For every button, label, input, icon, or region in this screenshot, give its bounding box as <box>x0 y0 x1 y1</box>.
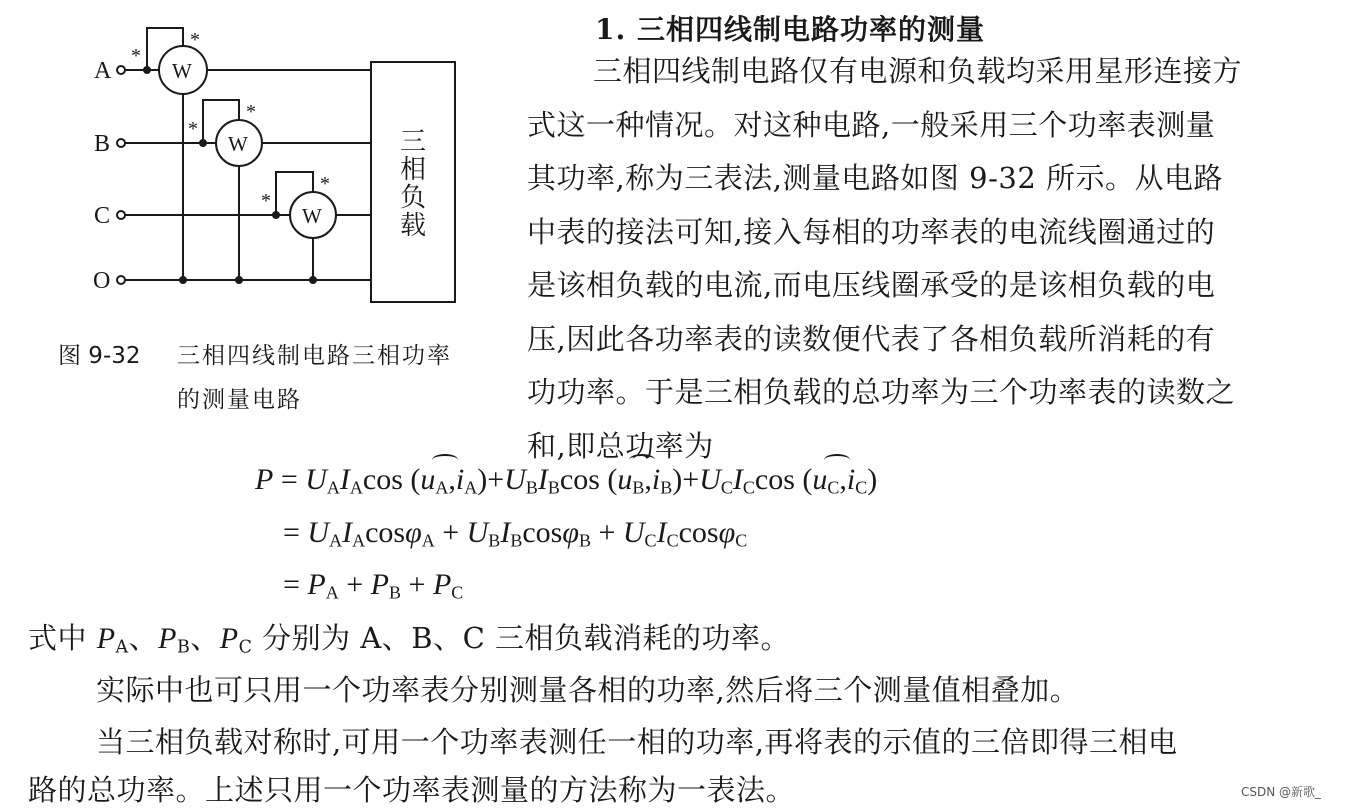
star-mark: * <box>188 118 198 140</box>
terminal-o <box>117 276 125 284</box>
junction-dot <box>179 276 187 284</box>
terminal-b <box>117 139 125 147</box>
section-title: 1. 三相四线制电路功率的测量 <box>595 13 985 46</box>
star-mark: * <box>320 173 330 195</box>
text-line: 功功率。于是三相负载的总功率为三个功率表的读数之 <box>527 375 1236 409</box>
figure-caption-line1: 三相四线制电路三相功率 <box>177 343 452 369</box>
star-mark: * <box>246 101 256 123</box>
equation-line-3: = $P_A + P_B + P_C$ <box>283 568 464 603</box>
terminal-a <box>117 66 125 74</box>
intro-paragraph <box>527 45 1242 473</box>
body-line-2: 实际中也可只用一个功率表分别测量各相的功率,然后将三个测量值相叠加。 <box>96 673 1080 707</box>
figure-caption-line2: 的测量电路 <box>177 387 302 413</box>
junction-dot <box>272 211 280 219</box>
terminal-label-b: B <box>94 131 111 157</box>
junction-dot <box>143 66 151 74</box>
terminal-label-o: O <box>93 268 111 294</box>
circuit-diagram <box>0 0 520 320</box>
terminal-c <box>117 211 125 219</box>
load-label-char: 负 <box>400 183 427 212</box>
load-label-char: 相 <box>400 155 427 184</box>
equation-line-1: $P = U_AI_A\cos$ $(u_A,i_A)+U_BI_B\cos$ $(u_B,i_B)+U_CI_C\cos$ $(u_C,i_C)$ <box>255 463 878 498</box>
junction-dot <box>199 139 207 147</box>
text-line: 和,即总功率为 <box>527 428 714 463</box>
body-line-where: 式中 $P_A$、$P_B$、$P_C$ 分别为 A、B、C 三相负载消耗的功率。 <box>28 621 790 658</box>
meter-label-a: W <box>172 59 192 83</box>
star-mark: * <box>190 29 200 51</box>
text-line: 压,因此各功率表的读数便代表了各相负载所消耗的有 <box>527 321 1216 356</box>
junction-dot <box>309 276 317 284</box>
load-label-char: 三 <box>400 127 427 156</box>
equation-line-2: = $U_AI_A\cos\varphi_A + U_BI_B\cos\varphi_B + U_CI_C\cos\varphi_C$ <box>283 516 748 551</box>
figure-caption-number: 图 9-32 <box>58 343 141 369</box>
watermark: CSDN @新歌_ <box>1240 785 1321 799</box>
star-mark: * <box>261 190 271 212</box>
meter-label-b: W <box>228 132 248 156</box>
text-line: 其功率,称为三表法,测量电路如图 9-32 所示。从电路 <box>527 161 1224 195</box>
text-line: 三相四线制电路仅有电源和负载均采用星形连接方 <box>593 54 1243 88</box>
text-line: 式这一种情况。对这种电路,一般采用三个功率表测量 <box>527 107 1216 142</box>
terminal-label-a: A <box>94 58 112 84</box>
star-mark: * <box>131 45 141 67</box>
terminal-label-c: C <box>94 203 111 229</box>
text-line: 是该相负载的电流,而电压线圈承受的是该相负载的电 <box>527 268 1216 302</box>
junction-dot <box>235 276 243 284</box>
text-line: 中表的接法可知,接入每相的功率表的电流线圈通过的 <box>527 214 1216 249</box>
meter-label-c: W <box>302 204 322 228</box>
load-label-char: 载 <box>400 211 427 240</box>
body-line-3: 当三相负载对称时,可用一个功率表测任一相的功率,再将表的示值的三倍即得三相电 <box>96 725 1178 759</box>
body-line-4: 路的总功率。上述只用一个功率表测量的方法称为一表法。 <box>28 773 796 807</box>
